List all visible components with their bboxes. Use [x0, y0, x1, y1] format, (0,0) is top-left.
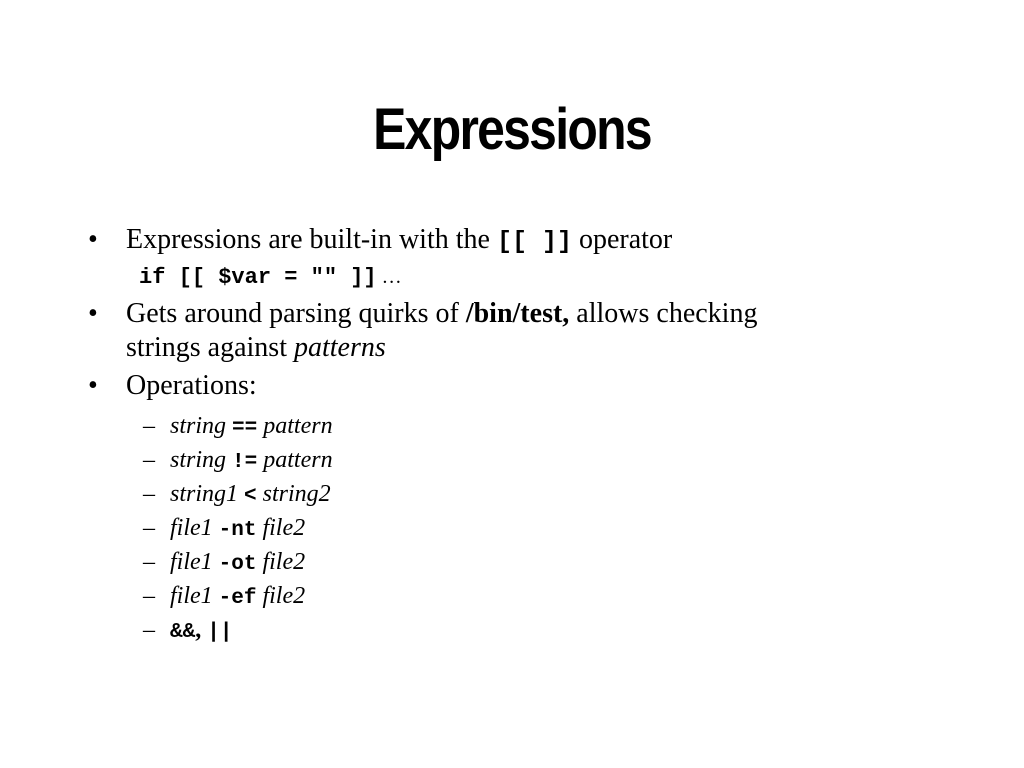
- bullet-text: Operations:: [126, 370, 257, 401]
- operator: -ot: [218, 553, 257, 576]
- operand: string2: [262, 481, 331, 507]
- text-run: strings against: [126, 332, 294, 363]
- slide-title: Expressions: [373, 97, 651, 162]
- bold-path: /bin/test,: [465, 298, 570, 329]
- dash-marker: –: [143, 583, 155, 609]
- text-run: Gets around parsing quirks of: [126, 298, 466, 329]
- dash-marker: –: [143, 413, 155, 439]
- operator: ==: [232, 417, 258, 440]
- operand: file2: [262, 583, 306, 609]
- operand: pattern: [263, 447, 333, 473]
- bullet-text: [126, 298, 757, 330]
- ellipsis: …: [376, 266, 402, 288]
- text-run: Expressions are built-in with the: [126, 224, 497, 255]
- operator: &&: [170, 621, 196, 644]
- operator: -ef: [218, 587, 257, 610]
- italic-word: patterns: [294, 332, 386, 363]
- dash-marker: –: [143, 617, 155, 643]
- operand: pattern: [263, 413, 333, 439]
- dash-marker: –: [143, 481, 155, 507]
- operand: file1: [170, 549, 213, 575]
- operator: ||: [207, 621, 233, 644]
- text-run: allows checking: [569, 298, 758, 329]
- dash-marker: –: [143, 447, 155, 473]
- dash-marker: –: [143, 515, 155, 541]
- operator: !=: [232, 451, 258, 474]
- operand: string: [170, 447, 227, 473]
- operator: <: [244, 485, 257, 508]
- separator: ,: [195, 617, 208, 643]
- bullet-marker: •: [88, 224, 98, 255]
- dash-marker: –: [143, 549, 155, 575]
- bullet-text: [126, 224, 672, 256]
- operand: string: [170, 413, 227, 439]
- bullet-marker: •: [88, 298, 98, 329]
- operand: file1: [170, 583, 213, 609]
- code-operator: [[ ]]: [496, 227, 572, 256]
- operand: file1: [170, 515, 213, 541]
- operand: string1: [170, 481, 239, 507]
- bullet-marker: •: [88, 370, 98, 401]
- operator: -nt: [218, 519, 257, 542]
- code-text: if [[ $var = "" ]]: [139, 265, 377, 290]
- text-run: operator: [571, 224, 673, 255]
- operand: file2: [262, 549, 306, 575]
- operand: file2: [262, 515, 306, 541]
